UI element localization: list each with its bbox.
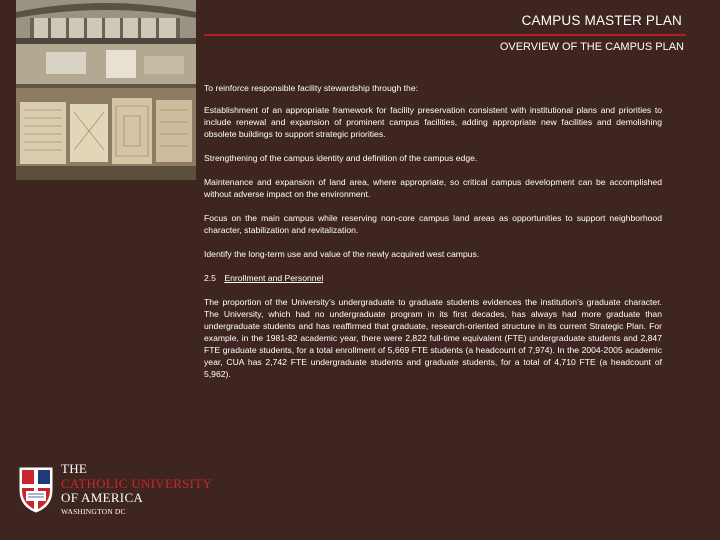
photo-illustration xyxy=(16,0,196,180)
architectural-interior-photo xyxy=(16,0,196,180)
logo-line-of-america: OF AMERICA xyxy=(61,490,144,505)
header-subtitle: OVERVIEW OF THE CAMPUS PLAN xyxy=(499,41,684,53)
paragraph-main-campus: Focus on the main campus while reserving non-core campus land areas as opportunities to support neighborhood character, stabilization and revitalization. xyxy=(204,213,662,235)
intro-text: To reinforce responsible facility stewardship through the: xyxy=(204,83,418,93)
logo-line-washington-dc: WASHINGTON DC xyxy=(61,506,126,516)
section-number: 2.5 xyxy=(204,273,216,283)
body-content xyxy=(204,82,662,392)
section-title: Enrollment and Personnel xyxy=(224,273,324,283)
university-shield-icon xyxy=(18,466,54,514)
logo-line-catholic-university: CATHOLIC UNIVERSITY xyxy=(61,475,213,491)
header-divider xyxy=(204,34,686,36)
paragraph-identity: Strengthening of the campus identity and definition of the campus edge. xyxy=(204,153,478,163)
paragraph-west-campus: Identify the long-term use and value of the newly acquired west campus. xyxy=(204,249,480,259)
section-body-paragraph: The proportion of the University’s undergraduate to graduate students evidences the institution’s graduate character. The University, which had no undergraduate program in its first decades, has always had more graduate than undergraduate students and has reaffirmed that graduate, research-oriented structure in its current Strategic Plan. For example, in the 1981-82 academic year, there were 2,822 full-time equivalent (FTE) undergraduate students and 2,847 FTE graduate students, for a total enrollment of 5,669 FTE students (a headcount of 7,974). In the 2004-2005 academic year, CUA has 2,742 FTE undergraduate students and graduate students, for a total of 4,710 FTE (a headcount of 5,962). xyxy=(204,297,662,379)
university-wordmark xyxy=(61,462,212,518)
paragraph-land-area: Maintenance and expansion of land area, where appropriate, so critical campus development can be accomplished without adverse impact on the environment. xyxy=(204,177,662,199)
section-heading xyxy=(204,272,662,284)
paragraph-framework: Establishment of an appropriate framework for facility preservation consistent with institutional plans and priorities to include renewal and expansion of prominent campus facilities, adding appropriate new facilities and demolishing obsolete buildings to support strategic priorities. xyxy=(204,105,662,139)
header-title: CAMPUS MASTER PLAN xyxy=(521,13,682,28)
university-logo xyxy=(18,462,228,534)
logo-line-the: THE xyxy=(61,461,88,476)
